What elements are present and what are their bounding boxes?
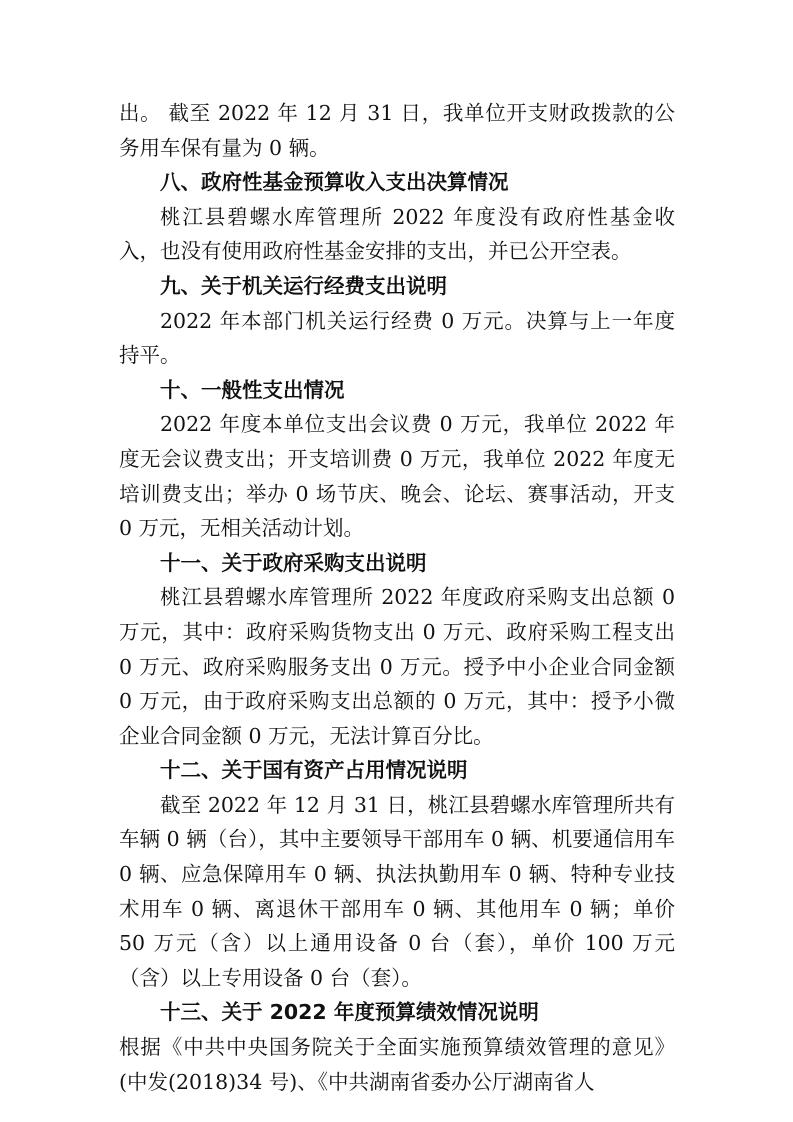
paragraph-general-expenditure: 2022 年度本单位支出会议费 0 万元，我单位 2022 年度无会议费支出；开支培训费 0 万元，我单位 2022 年度无培训费支出；举办 0 场节庆、晚会、论坛、赛事活动，开支 0 万元，无相关活动计划。 xyxy=(119,412,675,541)
section-heading-procurement: 十一、关于政府采购支出说明 xyxy=(160,550,427,575)
paragraph-government-fund: 桃江县碧螺水库管理所 2022 年度没有政府性基金收入，也没有使用政府性基金安排的支出，并已公开空表。 xyxy=(119,204,675,264)
section-heading-general-expenditure: 十、一般性支出情况 xyxy=(160,377,345,402)
section-heading-performance: 十三、关于 2022 年度预算绩效情况说明 xyxy=(160,1000,539,1025)
section-heading-state-assets: 十二、关于国有资产占用情况说明 xyxy=(160,758,468,783)
paragraph-state-assets: 截至 2022 年 12 月 31 日，桃江县碧螺水库管理所共有车辆 0 辆（台），其中主要领导干部用车 0 辆、机要通信用车 0 辆、应急保障用车 0 辆、执法执勤用车 0 辆、特种专业技术用车 0 辆、离退休干部用车 0 辆、其他用车 0 辆；单价 50 万元（含）以上通用设备 0 台（套），单价 100 万元（含）以上专用设备 0 台（套）。 xyxy=(119,792,675,990)
section-heading-operating-expenses: 九、关于机关运行经费支出说明 xyxy=(160,273,447,298)
section-heading-government-fund: 八、政府性基金预算收入支出决算情况 xyxy=(160,170,509,195)
paragraph-performance: 根据《中共中央国务院关于全面实施预算绩效管理的意见》(中发(2018)34 号)、《中共湖南省委办公厅湖南省人 xyxy=(119,1035,675,1094)
document-page xyxy=(119,96,675,1099)
paragraph-operating-expenses: 2022 年本部门机关运行经费 0 万元。决算与上一年度持平。 xyxy=(119,308,675,368)
paragraph-procurement: 桃江县碧螺水库管理所 2022 年度政府采购支出总额 0 万元，其中：政府采购货物支出 0 万元、政府采购工程支出 0 万元、政府采购服务支出 0 万元。授予中小企业合同金额 0 万元，由于政府采购支出总额的 0 万元，其中：授予小微企业合同金额 0 万元，无法计算百分比。 xyxy=(119,585,675,748)
paragraph-vehicle-continuation: 出。 截至 2022 年 12 月 31 日，我单位开支财政拨款的公务用车保有量为 0 辆。 xyxy=(119,101,675,160)
